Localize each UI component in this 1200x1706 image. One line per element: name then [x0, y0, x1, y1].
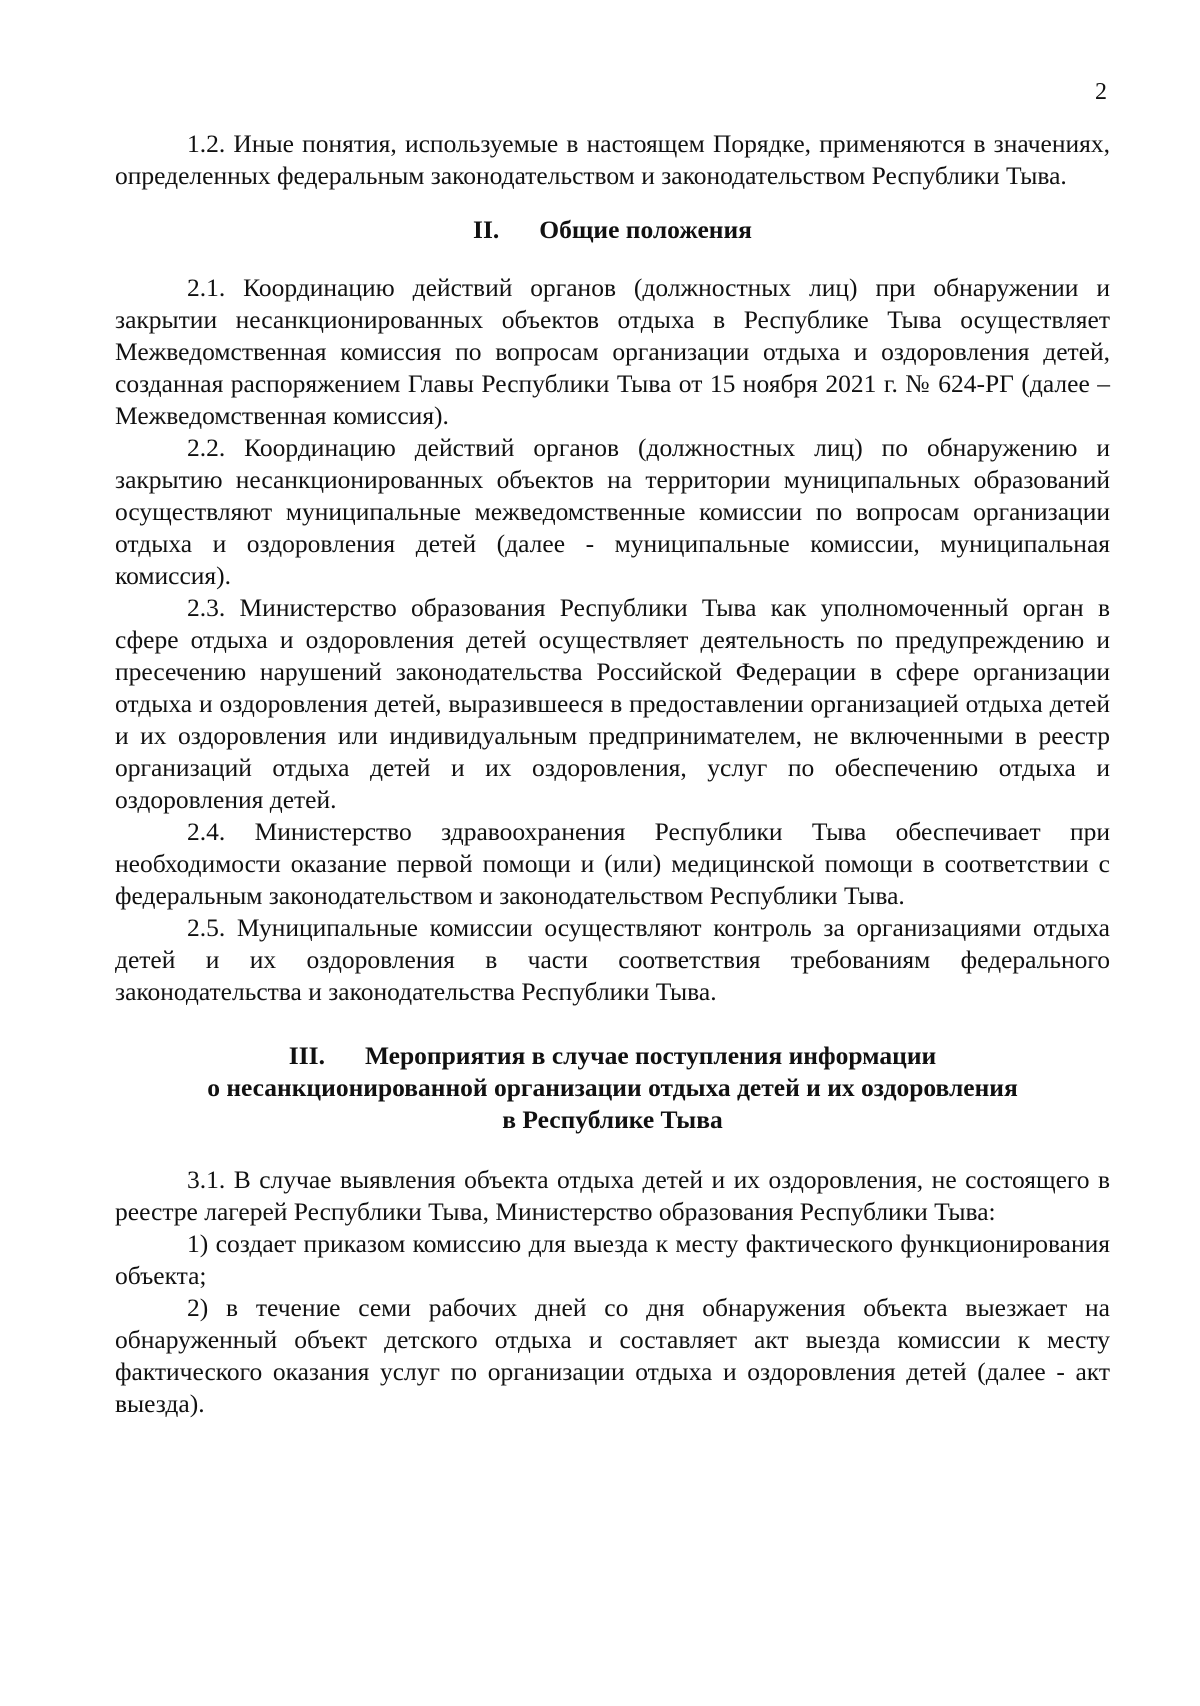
section-3-title-line-1: [115, 1040, 1110, 1072]
section-2-number: II.: [473, 215, 500, 244]
section-2-heading: [115, 214, 1110, 246]
paragraph-2-3: 2.3. Министерство образования Республики Тыва как уполномоченный орган в сфере отдыха и оздоровления детей осуществляет деятельность по предупреждению и пресечению нарушений законодательства Российской Федерации в сфере организации отдыха и оздоровления детей, выразившееся в предоставлении организацией отдыха детей и их оздоровления или индивидуальным предпринимателем, не включенными в реестр организаций отдыха детей и их оздоровления, услуг по обеспечению отдыха и оздоровления детей.: [115, 593, 1110, 814]
section-3-title-line-2: о несанкционированной организации отдыха детей и их оздоровления: [207, 1073, 1018, 1102]
paragraph-3-1: 3.1. В случае выявления объекта отдыха детей и их оздоровления, не состоящего в реестре лагерей Республики Тыва, Министерство образования Республики Тыва:: [115, 1165, 1110, 1226]
paragraph-2-5: 2.5. Муниципальные комиссии осуществляют контроль за организациями отдыха детей и их оздоровления в части соответствия требованиям федерального законодательства и законодательства Республики Тыва.: [115, 913, 1110, 1006]
page-number: 2: [1095, 79, 1107, 105]
section-3-title-line-3: в Республике Тыва: [502, 1105, 723, 1134]
paragraph-2-4: 2.4. Министерство здравоохранения Республики Тыва обеспечивает при необходимости оказание первой помощи и (или) медицинской помощи в соответствии с федеральным законодательством и законодательством Республики Тыва.: [115, 817, 1110, 910]
paragraph-1-2: 1.2. Иные понятия, используемые в настоящем Порядке, применяются в значениях, определенных федеральным законодательством и законодательством Республики Тыва.: [115, 129, 1110, 190]
section-3-number: III.: [288, 1041, 325, 1070]
paragraph-2-1: 2.1. Координацию действий органов (должностных лиц) при обнаружении и закрытии несанкционированных объектов отдыха в Республике Тыва осуществляет Межведомственная комиссия по вопросам организации отдыха и оздоровления детей, созданная распоряжением Главы Республики Тыва от 15 ноября 2021 г. № 624-РГ (далее – Межведомственная комиссия).: [115, 273, 1110, 430]
section-2-title: Общие положения: [539, 215, 752, 244]
list-item-3-1-1: 1) создает приказом комиссию для выезда к месту фактического функционирования объекта;: [115, 1229, 1110, 1290]
section-3-title-text-1: Мероприятия в случае поступления информации: [364, 1041, 937, 1070]
section-3-heading: [115, 1040, 1110, 1136]
list-item-3-1-2: 2) в течение семи рабочих дней со дня обнаружения объекта выезжает на обнаруженный объект детского отдыха и составляет акт выезда комиссии к месту фактического оказания услуг по организации отдыха и оздоровления детей (далее - акт выезда).: [115, 1293, 1110, 1418]
document-body: [115, 128, 1110, 1420]
paragraph-2-2: 2.2. Координацию действий органов (должностных лиц) по обнаружению и закрытию несанкционированных объектов на территории муниципальных образований осуществляют муниципальные межведомственные комиссии по вопросам организации отдыха и оздоровления детей (далее - муниципальные комиссии, муниципальная комиссия).: [115, 433, 1110, 590]
